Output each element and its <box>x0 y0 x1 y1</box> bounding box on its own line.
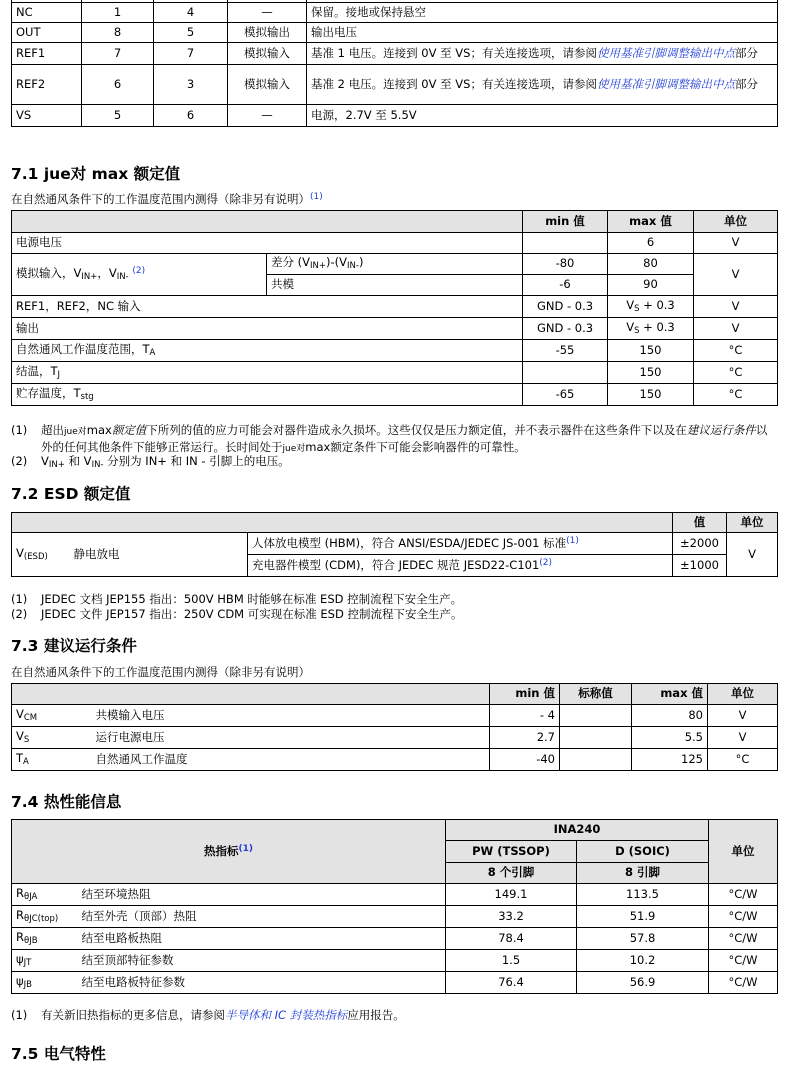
table-row <box>12 65 778 105</box>
value-soic: 56.9 <box>577 972 709 994</box>
note-text: 下所列的值的应力可能会对器件造成永久损坏。这些仅仅是压力额定值，并不表示器件在这些条件下以及在 <box>146 423 687 437</box>
value-soic: 57.8 <box>577 928 709 950</box>
col-header-max: max 值 <box>632 684 708 705</box>
table-row <box>12 362 778 384</box>
table-row <box>12 318 778 340</box>
value-soic: 113.5 <box>577 884 709 906</box>
pin-name: VS <box>12 105 82 127</box>
subscript: S <box>634 303 640 314</box>
subscript: θJA <box>24 891 38 902</box>
max-value: 150 <box>608 362 694 384</box>
symbol-text: T <box>16 750 24 765</box>
table-row <box>12 749 778 771</box>
subscript: stg <box>80 391 94 402</box>
col-header-pins-soic: 8 引脚 <box>577 863 709 884</box>
pin-type: 模拟输出 <box>228 23 307 43</box>
symbol-text: R <box>16 885 24 900</box>
unit-value: V <box>694 254 778 296</box>
pin-name: OUT <box>12 23 82 43</box>
section-title-7-3: 7.3 建议运行条件 <box>11 637 137 655</box>
value-soic: 51.9 <box>577 906 709 928</box>
col-header-device: INA240 <box>446 820 709 841</box>
desc-text: 部分 <box>734 76 758 91</box>
pin-number: 3 <box>154 65 228 105</box>
value-tssop: 1.5 <box>446 950 577 972</box>
max-value: 6 <box>608 233 694 254</box>
nom-value <box>560 705 632 727</box>
nom-value <box>560 749 632 771</box>
table-header-row <box>12 513 778 533</box>
subscript: J <box>57 369 61 380</box>
subscript: IN- <box>116 272 129 283</box>
param-label: 结至顶部特征参数 <box>78 950 446 972</box>
pin-number: 6 <box>82 65 154 105</box>
param-symbol <box>12 884 78 906</box>
absolute-max-table <box>11 210 778 406</box>
symbol-text: V <box>16 545 24 560</box>
col-header-max: max 值 <box>608 211 694 233</box>
table-row <box>12 906 778 928</box>
footnote-text <box>41 423 776 457</box>
pin-number: 4 <box>154 3 228 23</box>
symbol-text: V <box>16 706 24 721</box>
pin-number: 5 <box>82 105 154 127</box>
unit-value: V <box>708 727 778 749</box>
unit-value: °C/W <box>709 972 778 994</box>
label-text: 充电器件模型 (CDM)，符合 JEDEC 规范 JESD22-C101 <box>252 558 540 573</box>
param-label: 自然通风工作温度 <box>92 749 490 771</box>
footnote-link[interactable]: (1) <box>238 844 253 855</box>
param-symbol <box>12 906 78 928</box>
section-link[interactable]: 使用基准引脚调整输出中点 <box>596 45 735 60</box>
section-title-7-5: 7.5 电气特性 <box>11 1045 106 1063</box>
desc-text: 基准 1 电压。连接到 0V 至 VS；有关连接选项，请参阅 <box>311 45 597 60</box>
pin-number: 6 <box>154 105 228 127</box>
footnote-link[interactable]: (1) <box>310 192 323 202</box>
col-header-min: min 值 <box>523 211 608 233</box>
param-label: 结至环境热阻 <box>78 884 446 906</box>
pin-name: REF1 <box>12 43 82 65</box>
unit-value: °C <box>694 362 778 384</box>
subscript: A <box>23 756 29 767</box>
subscript: A <box>149 347 156 358</box>
min-value: -40 <box>490 749 560 771</box>
sub-param-label: 共模 <box>267 275 523 296</box>
footnote-text: JEDEC 文件 JEP157 指出：250V CDM 可实现在标准 ESD 控制流程下安全生产。 <box>41 607 463 621</box>
min-value: -65 <box>523 384 608 406</box>
pin-name: NC <box>12 3 82 23</box>
value-tssop: 33.2 <box>446 906 577 928</box>
param-symbol <box>12 705 92 727</box>
min-value: - 4 <box>490 705 560 727</box>
pin-description <box>307 43 778 65</box>
col-header-pins-tssop: 8 个引脚 <box>446 863 577 884</box>
unit-value: V <box>727 533 778 577</box>
label-text: 结温，T <box>16 363 58 378</box>
max-value: 80 <box>608 254 694 275</box>
section-subtitle <box>11 191 323 207</box>
label-text: 自然通风工作温度范围，T <box>16 341 150 356</box>
value-text: V <box>626 297 635 312</box>
param-label: 结至外壳（顶部）热阻 <box>78 906 446 928</box>
footnote-1 <box>11 423 776 457</box>
unit-value: °C/W <box>709 884 778 906</box>
pin-description: 保留。接地或保持悬空 <box>307 3 778 23</box>
pin-name: REF2 <box>12 65 82 105</box>
col-header-unit: 单位 <box>708 684 778 705</box>
value-tssop: 78.4 <box>446 928 577 950</box>
note-text: max <box>86 423 112 437</box>
table-header-row <box>12 684 778 705</box>
col-header-value: 值 <box>673 513 727 533</box>
subscript: θJB <box>24 935 38 946</box>
value-text: + 0.3 <box>639 297 675 312</box>
label-text: ，V <box>97 266 117 281</box>
min-value: 2.7 <box>490 727 560 749</box>
symbol-text: R <box>16 929 24 944</box>
symbol-text: ψ <box>16 951 24 966</box>
min-value: GND - 0.3 <box>523 318 608 340</box>
col-header-metric <box>12 820 446 884</box>
table-row <box>12 928 778 950</box>
min-value <box>523 362 608 384</box>
unit-value: V <box>694 233 778 254</box>
subscript: θJC(top) <box>24 913 59 924</box>
subscript: JB <box>23 979 32 990</box>
subscript: IN- <box>91 460 104 470</box>
pin-number: 7 <box>82 43 154 65</box>
unit-value: °C <box>694 340 778 362</box>
note-text: 分别为 IN+ 和 IN - 引脚上的电压。 <box>103 454 290 468</box>
esd-hbm-value: ±2000 <box>673 533 727 555</box>
table-row <box>12 23 778 43</box>
label-text: 差分 (V <box>271 255 311 270</box>
footnote-link[interactable]: (2) <box>539 558 553 569</box>
param-label <box>12 254 267 296</box>
param-symbol <box>12 749 92 771</box>
empty-header <box>12 684 490 705</box>
param-symbol <box>12 727 92 749</box>
value-text: V <box>626 319 635 334</box>
table-row <box>12 884 778 906</box>
param-label: 共模输入电压 <box>92 705 490 727</box>
footnote-esd-2 <box>11 607 776 622</box>
pin-number: 8 <box>82 23 154 43</box>
thermal-info-table <box>11 819 778 994</box>
min-value: -80 <box>523 254 608 275</box>
value-soic: 10.2 <box>577 950 709 972</box>
section-title-7-4: 7.4 热性能信息 <box>11 793 122 811</box>
pin-description: 电源，2.7V 至 5.5V <box>307 105 778 127</box>
max-value: 150 <box>608 384 694 406</box>
note-text: 以外的任何其他条件下能够正常运行。长时间处于 <box>41 423 768 454</box>
table-row <box>12 384 778 406</box>
table-row <box>12 3 778 23</box>
pin-description <box>307 65 778 105</box>
app-report-link[interactable]: 半导体和 IC 封装热指标 <box>225 1008 348 1022</box>
note-text: 额定条件下可能会影响器件的可靠性。 <box>330 440 526 454</box>
param-symbol <box>12 950 78 972</box>
subscript: S <box>23 734 30 745</box>
note-text: V <box>41 454 49 468</box>
esd-symbol <box>12 533 70 577</box>
note-text: 和 V <box>64 454 92 468</box>
note-text: 应用报告。 <box>347 1008 405 1022</box>
value-tssop: 149.1 <box>446 884 577 906</box>
footnote-link[interactable]: (1) <box>566 536 579 547</box>
nom-value <box>560 727 632 749</box>
table-row <box>12 972 778 994</box>
footnote-number: (1) <box>11 592 28 606</box>
note-text: 有关新旧热指标的更多信息，请参阅 <box>41 1008 225 1022</box>
esd-cdm-value: ±1000 <box>673 555 727 577</box>
section-title-7-1: 7.1 jue对 max 额定值 <box>11 165 181 183</box>
col-header-unit: 单位 <box>694 211 778 233</box>
subscript: IN+ <box>48 460 65 470</box>
col-header-min: min 值 <box>490 684 560 705</box>
footnote-text <box>41 1008 776 1023</box>
min-value: GND - 0.3 <box>523 296 608 318</box>
subscript: S <box>634 325 640 336</box>
subscript: CM <box>23 712 38 723</box>
max-value: 5.5 <box>632 727 708 749</box>
unit-value: °C/W <box>709 950 778 972</box>
table-row <box>12 727 778 749</box>
desc-text: 部分 <box>734 45 758 60</box>
table-row <box>12 43 778 65</box>
subscript: JT <box>23 957 32 968</box>
label-text: 模拟输入，V <box>16 266 82 281</box>
subscript: IN+ <box>81 272 98 283</box>
unit-value: °C/W <box>709 906 778 928</box>
recommended-conditions-table <box>11 683 778 771</box>
param-symbol <box>12 972 78 994</box>
param-label: 输出 <box>12 318 523 340</box>
param-label <box>12 384 523 406</box>
table-row <box>12 296 778 318</box>
label-text: 人体放电模型 (HBM)，符合 ANSI/ESDA/JEDEC JS-001 标准 <box>252 536 567 551</box>
label-text: )-(V <box>326 255 348 270</box>
note-text: 建议运行条件 <box>686 423 756 437</box>
footnote-number: (1) <box>11 1008 28 1022</box>
esd-hbm-label <box>248 533 673 555</box>
pin-type: — <box>228 105 307 127</box>
max-value: 80 <box>632 705 708 727</box>
section-subtitle: 在自然通风条件下的工作温度范围内测得（除非另有说明） <box>11 665 310 679</box>
param-label <box>12 340 523 362</box>
footnote-thermal-1 <box>11 1008 776 1023</box>
subscript: (ESD) <box>23 551 48 562</box>
note-text: 超出 <box>41 423 64 437</box>
footnote-esd-1 <box>11 592 776 607</box>
unit-value: °C <box>694 384 778 406</box>
min-value: -55 <box>523 340 608 362</box>
pin-number: 7 <box>154 43 228 65</box>
max-value <box>608 296 694 318</box>
param-label: 结至电路板特征参数 <box>78 972 446 994</box>
param-label <box>12 362 523 384</box>
subscript: IN- <box>347 261 359 272</box>
esd-cdm-label <box>248 555 673 577</box>
label-text: 贮存温度，T <box>16 385 81 400</box>
param-label: 电源电压 <box>12 233 523 254</box>
unit-value: V <box>708 705 778 727</box>
pin-function-table <box>11 0 778 127</box>
label-text: ) <box>358 255 364 270</box>
pin-type: 模拟输入 <box>228 43 307 65</box>
max-value: 150 <box>608 340 694 362</box>
footnote-2 <box>11 454 776 473</box>
table-row <box>12 105 778 127</box>
subscript: IN+ <box>310 261 327 272</box>
min-value: -6 <box>523 275 608 296</box>
col-header-unit: 单位 <box>727 513 778 533</box>
unit-value: °C/W <box>709 928 778 950</box>
unit-value: V <box>694 296 778 318</box>
max-value: 125 <box>632 749 708 771</box>
table-row <box>12 233 778 254</box>
col-header-package-soic: D (SOIC) <box>577 841 709 863</box>
max-value: 90 <box>608 275 694 296</box>
min-value <box>523 233 608 254</box>
note-text: max <box>305 440 331 454</box>
footnote-number: (2) <box>11 607 28 621</box>
footnote-number: (2) <box>11 454 28 468</box>
section-link[interactable]: 使用基准引脚调整输出中点 <box>596 76 735 91</box>
value-text: + 0.3 <box>639 319 675 334</box>
value-tssop: 76.4 <box>446 972 577 994</box>
col-header-nom: 标称值 <box>560 684 632 705</box>
esd-table <box>11 512 778 577</box>
pin-type: — <box>228 3 307 23</box>
footnote-text: JEDEC 文档 JEP155 指出：500V HBM 时能够在标准 ESD 控制流程下安全生产。 <box>41 592 463 606</box>
note-text: 额定值 <box>111 423 147 437</box>
note-text: jue对 <box>64 427 87 437</box>
pin-type: 模拟输入 <box>228 65 307 105</box>
symbol-text: R <box>16 907 24 922</box>
subtitle-text: 在自然通风条件下的工作温度范围内测得（除非另有说明） <box>11 192 310 206</box>
table-row <box>12 705 778 727</box>
table-row <box>12 950 778 972</box>
empty-header <box>12 211 523 233</box>
max-value <box>608 318 694 340</box>
table-header-row <box>12 211 778 233</box>
param-symbol <box>12 928 78 950</box>
col-header-package-tssop: PW (TSSOP) <box>446 841 577 863</box>
header-text: 热指标 <box>204 844 239 859</box>
pin-description: 输出电压 <box>307 23 778 43</box>
desc-text: 基准 2 电压。连接到 0V 至 VS；有关连接选项，请参阅 <box>311 76 597 91</box>
table-row <box>12 533 778 555</box>
esd-label: 静电放电 <box>70 533 248 577</box>
footnote-text <box>41 454 776 473</box>
pin-number: 1 <box>82 3 154 23</box>
table-row <box>12 340 778 362</box>
param-label: 结至电路板热阻 <box>78 928 446 950</box>
symbol-text: V <box>16 728 24 743</box>
unit-value: °C <box>708 749 778 771</box>
table-row <box>12 254 778 275</box>
param-label: REF1，REF2，NC 输入 <box>12 296 523 318</box>
symbol-text: ψ <box>16 973 24 988</box>
note-text: jue对 <box>282 444 306 454</box>
footnote-number: (1) <box>11 423 28 437</box>
sub-param-label <box>267 254 523 275</box>
col-header-unit: 单位 <box>709 820 778 884</box>
pin-number: 5 <box>154 23 228 43</box>
footnote-link[interactable]: (2) <box>132 266 146 277</box>
section-title-7-2: 7.2 ESD 额定值 <box>11 485 131 503</box>
param-label: 运行电源电压 <box>92 727 490 749</box>
table-header-row <box>12 820 778 841</box>
unit-value: V <box>694 318 778 340</box>
empty-header <box>12 513 673 533</box>
